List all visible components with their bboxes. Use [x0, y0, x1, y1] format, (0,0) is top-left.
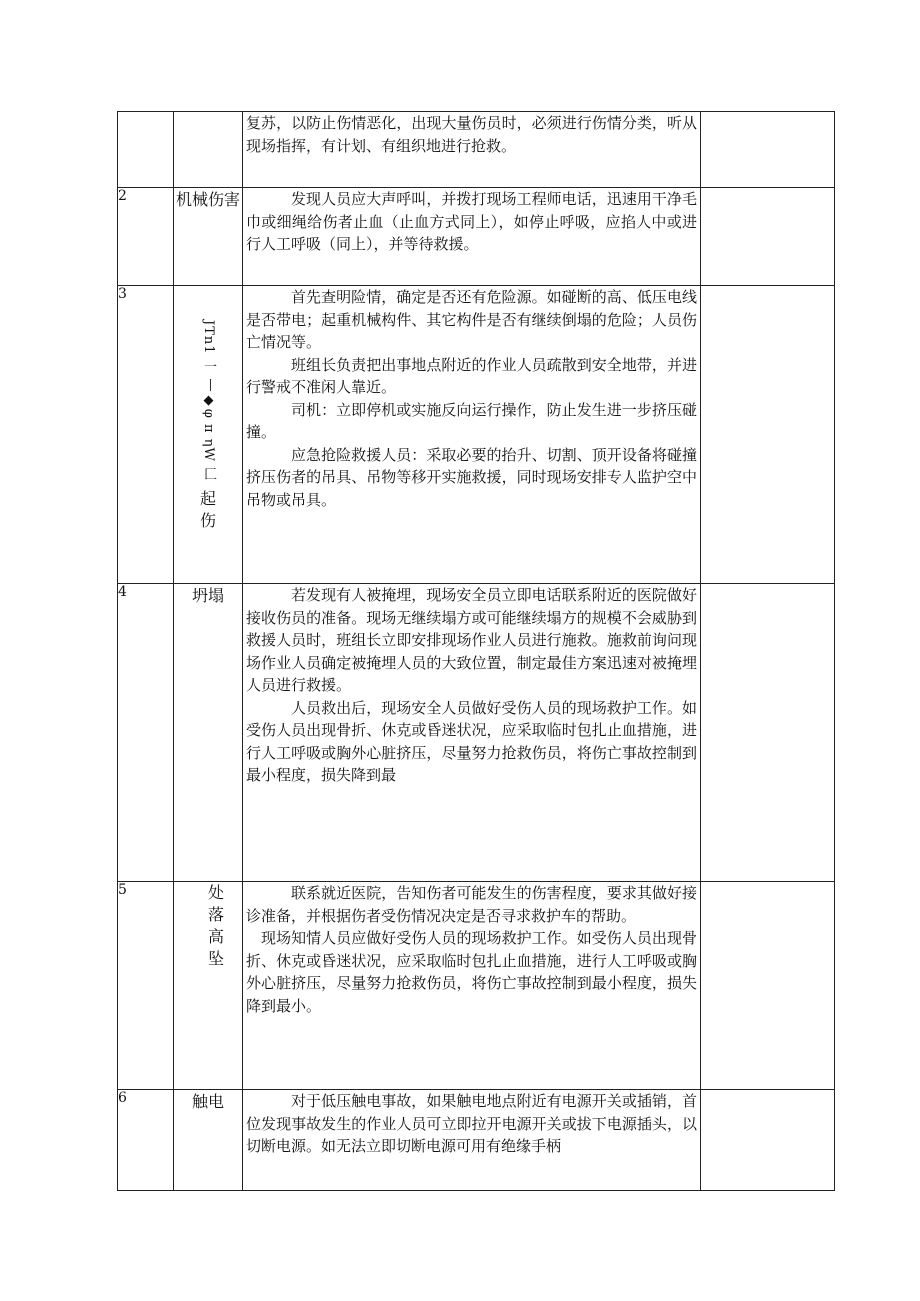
accident-type-char: 坠	[207, 949, 224, 968]
measure-paragraph: 应急抢险救援人员：采取必要的抬升、切割、顶开设备将碰撞挤压伤者的吊具、吊物等移开实施救援，同时现场安排专人监护空中吊物或吊具。	[246, 445, 697, 509]
table-row	[118, 286, 835, 584]
table-row	[118, 584, 835, 882]
accident-type-char: 处	[207, 883, 224, 902]
row-number: 4	[118, 584, 174, 882]
accident-type	[174, 112, 243, 188]
emergency-measures-table	[117, 111, 835, 1191]
row-number: 2	[118, 188, 174, 286]
accident-type-garbled-label: JTn1 一 丨◆φ π ηW 匚	[201, 320, 216, 481]
measure-paragraph: 班组长负责把出事地点附近的作业人员疏散到安全地带，并进行警戒不准闲人靠近。	[246, 355, 697, 396]
table-row	[118, 188, 835, 286]
measures-cell	[243, 584, 701, 882]
measure-paragraph: 人员救出后，现场安全人员做好受伤人员的现场救护工作。如受伤人员出现骨折、休克或昏迷状况，应采取临时包扎止血措施，进行人工呼吸或胸外心脏挤压，尽量努力抢救伤员，将伤亡事故控制到最小程度，损失降到最	[246, 698, 697, 784]
measure-paragraph: 对于低压触电事故，如果触电地点附近有电源开关或插销，首位发现事故发生的作业人员可立即拉开电源开关或拔下电源插头，以切断电源。如无法立即切断电源可用有绝缘手柄	[246, 1092, 697, 1155]
measure-paragraph: 司机：立即停机或实施反向运行操作，防止发生进一步挤压碰撞。	[246, 400, 697, 441]
remarks-cell	[701, 286, 835, 584]
measure-paragraph: 发现人员应大声呼叫，并拨打现场工程师电话，迅速用干净毛巾或细绳给伤者止血（止血方式同上），如停止呼吸，应掐人中或进行人工呼吸（同上），并等待救援。	[246, 190, 697, 253]
measures-cell	[243, 882, 701, 1090]
measure-paragraph: 现场知情人员应做好受伤人员的现场救护工作。如受伤人员出现骨折、休克或昏迷状况，应采取临时包扎止血措施，进行人工呼吸或胸外心脏挤压，尽量努力抢救伤员，将伤亡事故控制到最小程度，损失降到最小。	[246, 929, 697, 1015]
remarks-cell	[701, 584, 835, 882]
row-number: 3	[118, 286, 174, 584]
accident-type-char: 起	[199, 488, 216, 508]
remarks-cell	[701, 882, 835, 1090]
remarks-cell	[701, 188, 835, 286]
row-number	[118, 112, 174, 188]
measure-paragraph: 若发现有人被掩埋，现场安全员立即电话联系附近的医院做好接收伤员的准备。现场无继续塌方或可能继续塌方的规模不会威胁到救援人员时，班组长立即安排现场作业人员进行施救。施救前询问现场作业人员确定被掩埋人员的大致位置，制定最佳方案迅速对被掩埋人员进行救援。	[246, 586, 697, 694]
table-row	[118, 112, 835, 188]
measures-cell	[243, 1090, 701, 1191]
accident-type-char: 高	[207, 927, 224, 946]
accident-type	[174, 188, 243, 286]
remarks-cell	[701, 112, 835, 188]
accident-type-char: 伤	[199, 510, 216, 530]
measure-paragraph: 联系就近医院，告知伤者可能发生的伤害程度，要求其做好接诊准备，并根据伤者受伤情况决定是否寻求救护车的帮助。	[246, 884, 697, 925]
accident-type-stack	[206, 882, 226, 970]
accident-type-label: 机械伤害	[176, 190, 241, 209]
accident-type	[174, 882, 243, 1090]
table-row	[118, 1090, 835, 1191]
accident-type: 触电	[174, 1090, 243, 1191]
accident-type-char: 落	[207, 905, 224, 924]
measure-paragraph: 复苏，以防止伤情恶化，出现大量伤员时，必须进行伤情分类，听从现场指挥，有计划、有组织地进行抢救。	[246, 114, 697, 155]
accident-type	[174, 286, 243, 584]
remarks-cell	[701, 1090, 835, 1191]
measure-paragraph: 首先查明险情，确定是否还有危险源。如碰断的高、低压电线是否带电；起重机械构件、其它构件是否有继续倒塌的危险；人员伤亡情况等。	[246, 288, 697, 351]
measures-cell	[243, 112, 701, 188]
measures-cell	[243, 188, 701, 286]
table-row	[118, 882, 835, 1090]
row-number: 6	[118, 1090, 174, 1191]
accident-type: 坍塌	[174, 584, 243, 882]
row-number: 5	[118, 882, 174, 1090]
measures-cell	[243, 286, 701, 584]
